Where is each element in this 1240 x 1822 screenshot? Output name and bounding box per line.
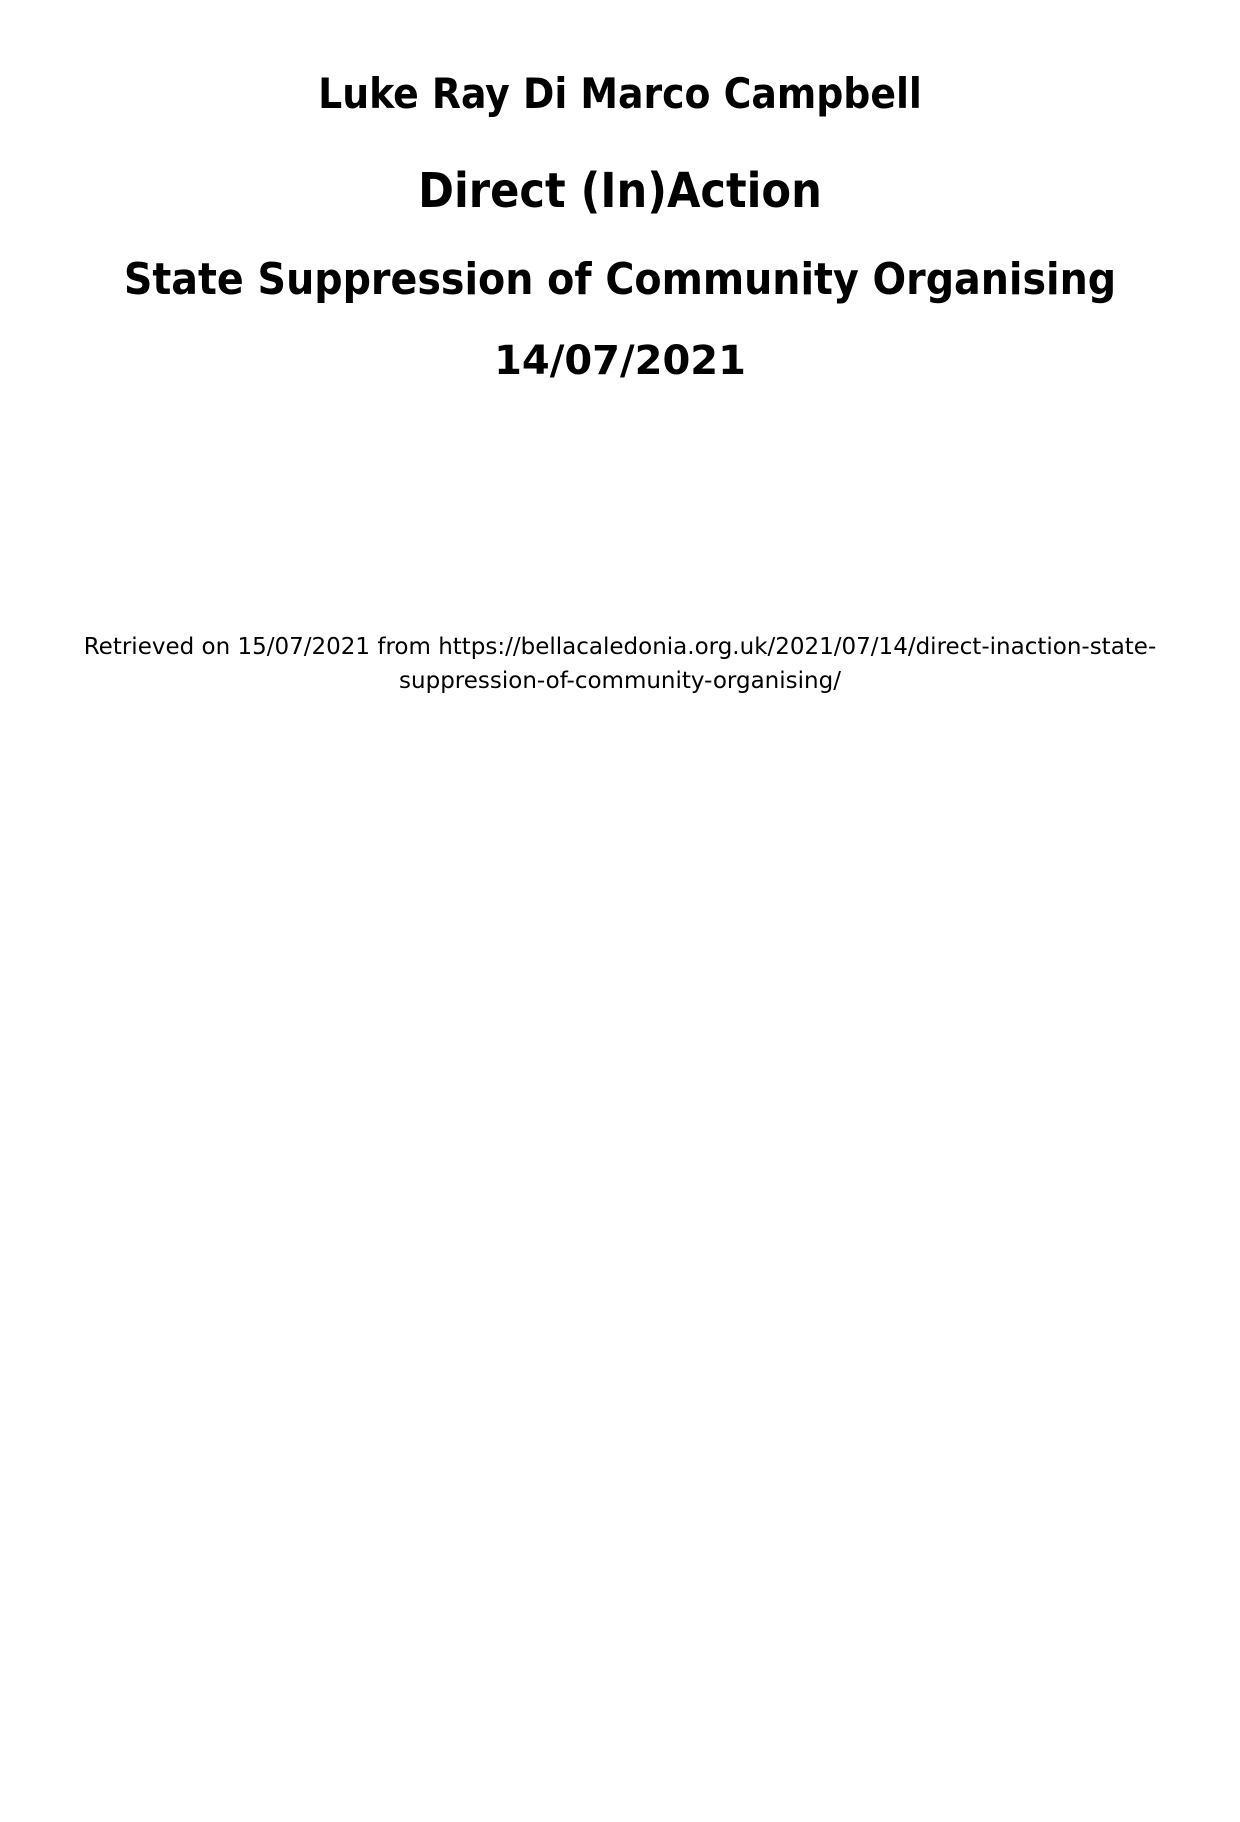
author-line: Luke Ray Di Marco Campbell (318, 69, 922, 118)
publication-date: 14/07/2021 (494, 338, 746, 385)
document-title: Direct (In)Action (418, 163, 822, 220)
retrieval-note (40, 630, 1200, 698)
retrieval-note-line-1: Retrieved on 15/07/2021 from https://bellacaledonia.org.uk/2021/07/14/direct-inaction-state- (83, 634, 1157, 661)
document-subtitle: State Suppression of Community Organising (123, 254, 1117, 306)
document-page (0, 70, 1240, 1822)
retrieval-note-line-2: suppression-of-community-organising/ (399, 668, 841, 695)
